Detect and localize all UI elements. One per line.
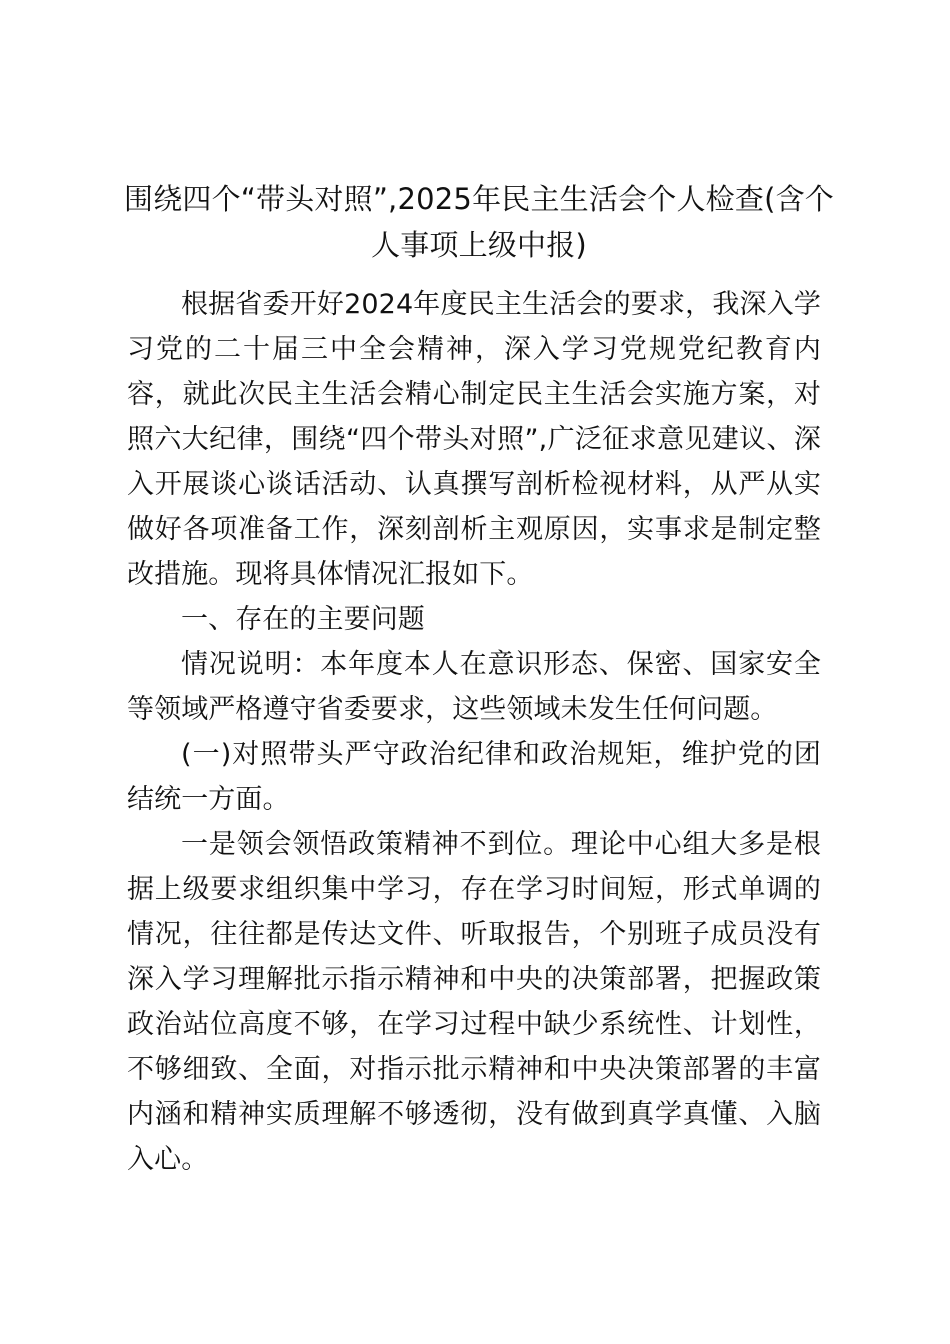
- document-body: [127, 282, 821, 1182]
- issue-paragraph: 一是领会领悟政策精神不到位。理论中心组大多是根据上级要求组织集中学习，存在学习时间短，形式单调的情况，往往都是传达文件、听取报告，个别班子成员没有深入学习理解批示指示精神和中央的决策部署，把握政策政治站位高度不够，在学习过程中缺少系统性、计划性，不够细致、全面，对指示批示精神和中央决策部署的丰富内涵和精神实质理解不够透彻，没有做到真学真懂、入脑入心。: [127, 829, 821, 1175]
- situation-paragraph: 情况说明：本年度本人在意识形态、保密、国家安全等领域严格遵守省委要求，这些领域未发生任何问题。: [127, 649, 821, 725]
- document-title: 围绕四个“带头对照”,2025年民主生活会个人检查(含个人事项上级中报): [124, 182, 834, 262]
- subsection-heading: (一)对照带头严守政治纪律和政治规矩，维护党的团结统一方面。: [127, 739, 821, 815]
- intro-paragraph: 根据省委开好2024年度民主生活会的要求，我深入学习党的二十届三中全会精神，深入学习党规党纪教育内容，就此次民主生活会精心制定民主生活会实施方案，对照六大纪律，围绕“四个带头对照”,广泛征求意见建议、深入开展谈心谈话活动、认真撰写剖析检视材料，从严从实做好各项准备工作，深刻剖析主观原因，实事求是制定整改措施。现将具体情况汇报如下。: [127, 289, 821, 590]
- section-heading: 一、存在的主要问题: [181, 604, 425, 635]
